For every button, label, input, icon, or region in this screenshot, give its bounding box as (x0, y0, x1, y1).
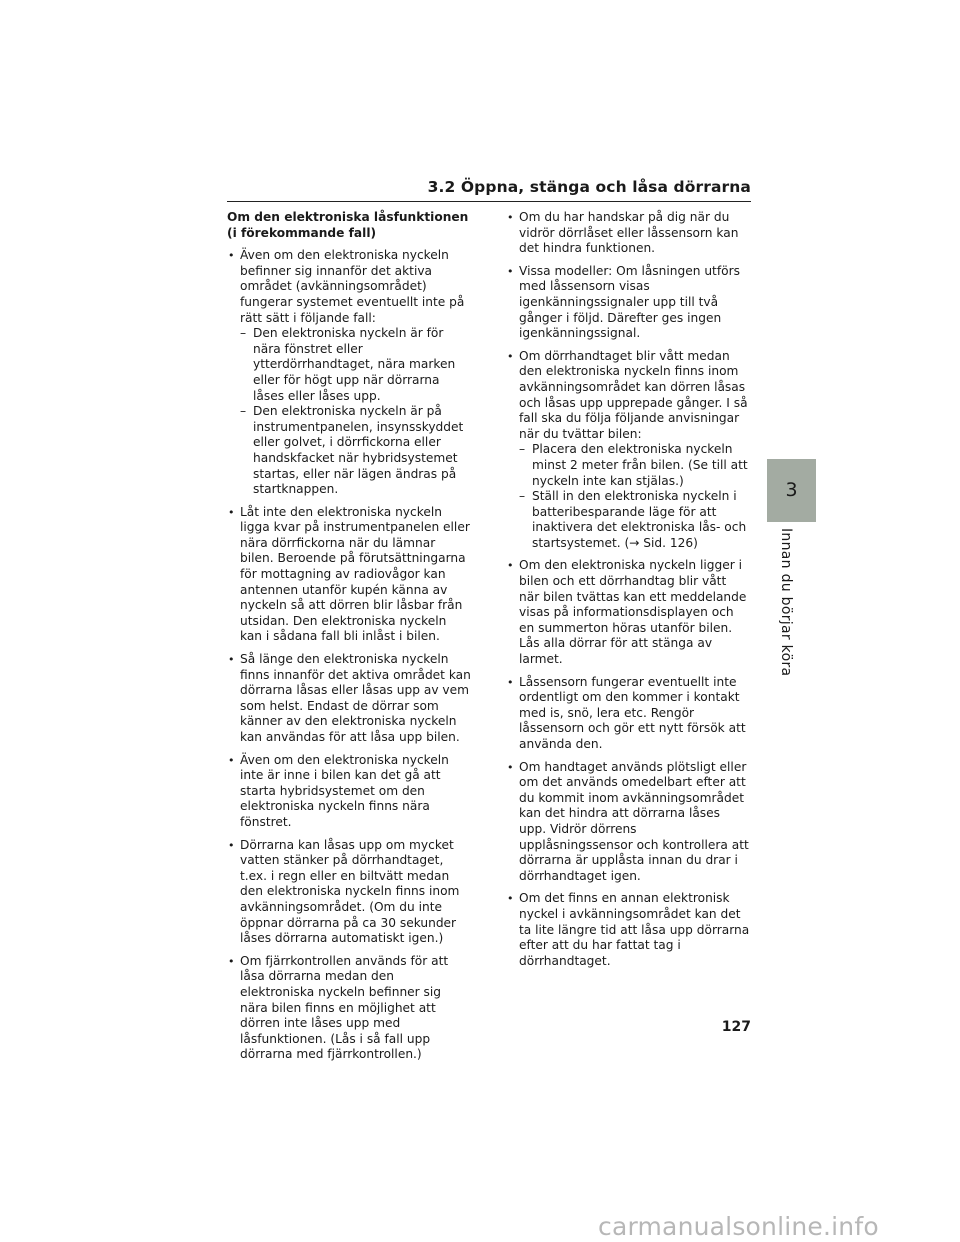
list-item-text: Om den elektroniska nyckeln ligger i bilen och ett dörrhandtag blir vått när bilen tvättas kan ett meddelande visas på informationsdisplayen och en summerton höras utanför bilen. Lås alla dörrar för att stänga av larmet. (519, 558, 747, 667)
chapter-label: Innan du börjar köra (778, 528, 794, 677)
list-item-text: Så länge den elektroniska nyckeln finns innanför det aktiva området kan dörrarna låsas eller låsas upp av vem som helst. Endast de dörrar som känner av den elektroniska nyckeln kan användas för att låsa upp bilen. (240, 652, 471, 744)
sub-list-item (519, 442, 750, 489)
bullet-marker: • (507, 349, 514, 363)
page-number: 127 (721, 1019, 751, 1035)
heading-line-1: Om den elektroniska låsfunktionen (227, 210, 469, 224)
bullet-marker: • (228, 954, 235, 968)
dash-marker: – (240, 404, 247, 419)
list-item (506, 760, 750, 885)
list-item (506, 210, 750, 257)
watermark: carmanualsonline.info (598, 1212, 879, 1241)
section-title: 3.2 Öppna, stänga och låsa dörrarna (427, 178, 751, 196)
chapter-number: 3 (785, 479, 798, 501)
heading-line-2: (i förekommande fall) (227, 225, 377, 240)
list-item (506, 558, 750, 667)
list-item (506, 675, 750, 753)
list-item (227, 954, 471, 1063)
bullet-marker: • (507, 675, 514, 689)
bullet-marker: • (228, 653, 235, 667)
bullet-marker: • (228, 838, 235, 852)
list-item (227, 753, 471, 831)
left-column (227, 210, 471, 1070)
list-item-text: Låt inte den elektroniska nyckeln ligga kvar på instrumentpanelen eller nära dörrfickorna när du lämnar bilen. Beroende på förutsättningarna för mottagning av radiovågor kan antennen utanför kupén känna av nyckeln så att dörren blir låsbar från utsidan. Den elektroniska nyckeln kan i sådana fall bli inlåst i bilen. (240, 504, 470, 644)
sub-list-item-text: Den elektroniska nyckeln är på instrumentpanelen, insynsskyddet eller golvet, i dörrfickorna eller handskfacket när hybridsystemet startas, eller när lägen ändras på startknappen. (253, 404, 464, 497)
list-item (506, 349, 750, 552)
bullet-marker: • (228, 753, 235, 767)
sub-list-item (240, 404, 471, 498)
list-item-text: Om fjärrkontrollen används för att låsa dörrarna medan den elektroniska nyckeln befinner sig nära bilen finns en möjlighet att dörren inte låses upp med låsfunktionen. (Lås i så fall upp dörrarna med fjärrkontrollen.) (240, 953, 449, 1062)
list-item (506, 891, 750, 969)
list-item-text: Låssensorn fungerar eventuellt inte ordentligt om den kommer i kontakt med is, snö, lera etc. Rengör låssensorn och gör ett nytt försök att använda den. (519, 674, 746, 751)
list-item-text: Även om den elektroniska nyckeln inte är inne i bilen kan det gå att starta hybridsystemet om den elektroniska nyckeln finns nära fönstret. (240, 752, 449, 829)
list-item-text: Om dörrhandtaget blir vått medan den elektroniska nyckeln finns inom avkänningsområdet kan dörren låsas och låsas upp upprepade gånger. I så fall ska du följa följande anvisningar när du tvättar bilen: (519, 348, 748, 441)
chapter-tab (767, 459, 816, 522)
list-item-text: Om det finns en annan elektronisk nyckel i avkänningsområdet kan det ta lite längre tid att låsa upp dörrarna efter att du har fattat tag i dörrhandtaget. (519, 891, 750, 968)
sub-list-item (519, 489, 750, 551)
bullet-marker: • (507, 211, 514, 224)
list-item (227, 652, 471, 746)
list-item-text: Om du har handskar på dig när du vidrör dörrlåset eller låssensorn kan det hindra funktionen. (519, 210, 739, 256)
list-item-text: Vissa modeller: Om låsningen utförs med låssensorn visas igenkänningssignaler upp till två gånger i följd. Därefter ges ingen igenkänningssignal. (519, 263, 740, 341)
section-heading (227, 210, 471, 241)
bullet-marker: • (228, 505, 235, 519)
list-item-text: Dörrarna kan låsas upp om mycket vatten stänker på dörrhandtaget, t.ex. i regn eller en biltvätt medan den elektroniska nyckeln finns inom avkänningsområdet. (Om du inte öppnar dörrarna på ca 30 sekunder låses dörrarna automatiskt igen.) (240, 837, 460, 946)
header-divider (227, 201, 751, 202)
right-column (506, 210, 750, 976)
sub-list-item (240, 326, 471, 404)
list-item-text: Om handtaget används plötsligt eller om det används omedelbart efter att du kommit inom avkänningsområdet kan det hindra att dörrarna låses upp. Vidrör dörrens upplåsningssensor och kontrollera att dörrarna är upplåsta innan du drar i dörrhandtaget igen. (519, 759, 749, 883)
list-item (506, 264, 750, 342)
list-item-text: Även om den elektroniska nyckeln befinner sig innanför det aktiva området (avkänningsområdet) fungerar systemet eventuellt inte på rätt sätt i följande fall: (240, 248, 465, 325)
dash-marker: – (519, 442, 526, 457)
sub-list-item-text: Placera den elektroniska nyckeln minst 2 meter från bilen. (Se till att nyckeln inte kan stjälas.) (532, 442, 748, 488)
bullet-marker: • (507, 892, 514, 906)
list-item (227, 505, 471, 645)
bullet-marker: • (507, 559, 514, 573)
sub-list-item-text: Den elektroniska nyckeln är för nära fönstret eller ytterdörrhandtaget, nära marken eller för högt upp när dörrarna låses eller låses upp. (253, 326, 456, 403)
dash-marker: – (240, 326, 247, 341)
list-item (227, 838, 471, 947)
bullet-marker: • (228, 249, 235, 263)
sub-list-item-text: Ställ in den elektroniska nyckeln i batteribesparande läge för att inaktivera det elektroniska lås- och startsystemet. (→ Sid. 126) (532, 489, 747, 550)
list-item (227, 248, 471, 498)
bullet-marker: • (507, 264, 514, 278)
bullet-marker: • (507, 760, 514, 774)
dash-marker: – (519, 489, 526, 504)
